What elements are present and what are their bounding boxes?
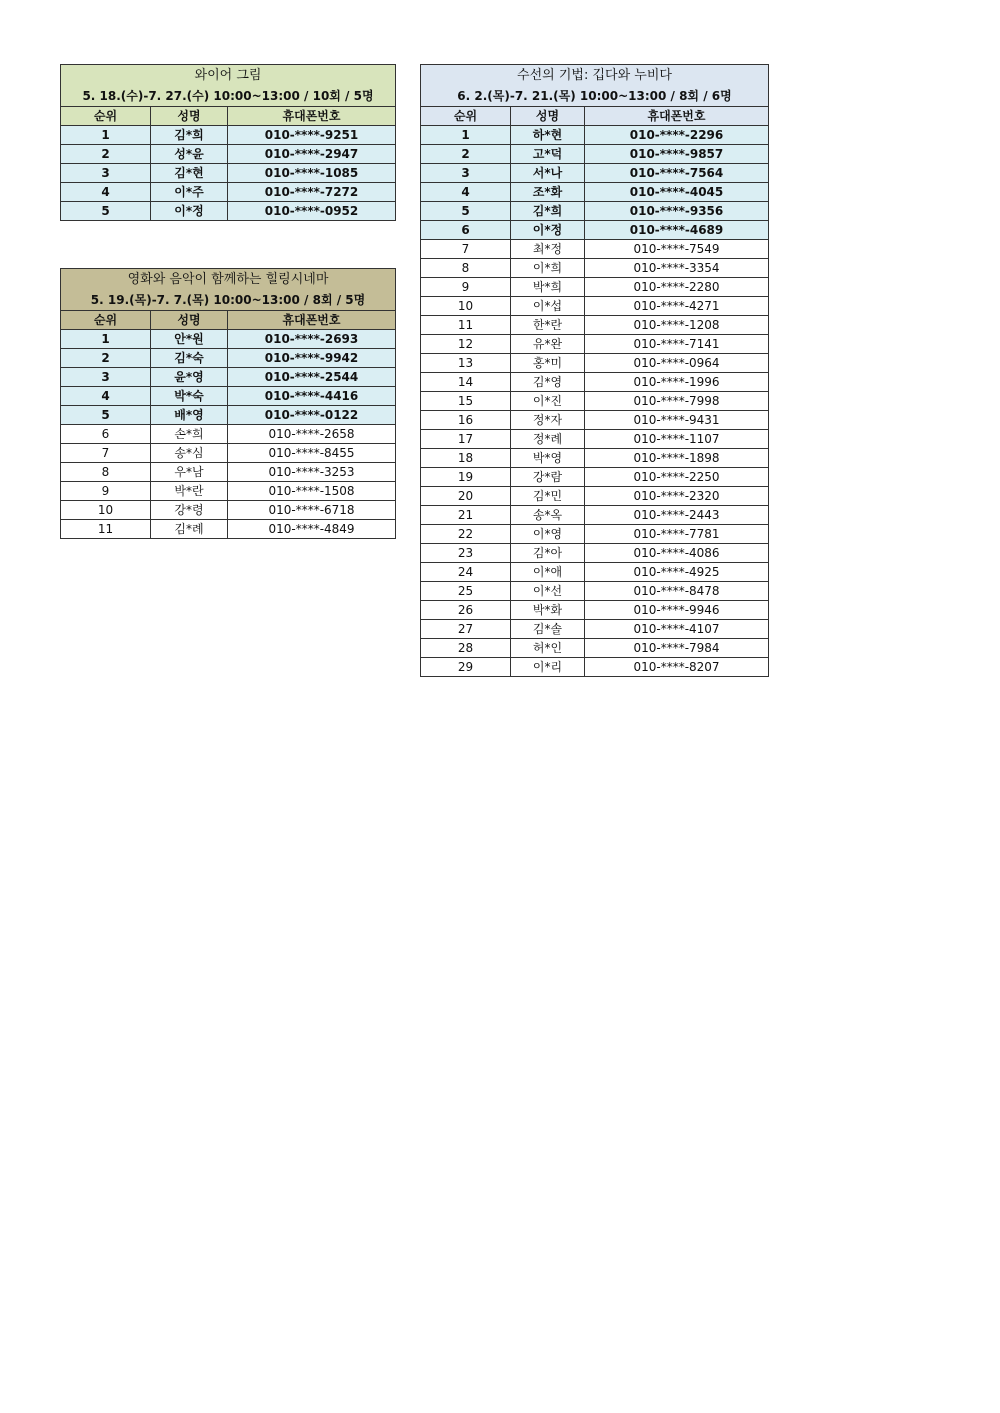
name-header: 성명 — [151, 107, 228, 126]
table-title: 와이어 그림 — [61, 65, 396, 87]
table-row — [61, 183, 396, 202]
table-row — [61, 145, 396, 164]
sewing-technique-table — [420, 64, 769, 677]
phone-cell: 010-****-8478 — [585, 582, 769, 601]
phone-cell: 010-****-3253 — [228, 463, 396, 482]
table-row — [421, 468, 769, 487]
rank-cell: 22 — [421, 525, 511, 544]
phone-cell: 010-****-2280 — [585, 278, 769, 297]
name-cell: 손*희 — [151, 425, 228, 444]
table-row — [421, 582, 769, 601]
name-cell: 이*리 — [511, 658, 585, 677]
rank-cell: 2 — [61, 349, 151, 368]
rank-cell: 26 — [421, 601, 511, 620]
name-cell: 김*희 — [151, 126, 228, 145]
name-cell: 김*희 — [511, 202, 585, 221]
phone-cell: 010-****-8455 — [228, 444, 396, 463]
name-cell: 김*례 — [151, 520, 228, 539]
table-row — [421, 525, 769, 544]
rank-cell: 10 — [61, 501, 151, 520]
table-row — [421, 430, 769, 449]
name-cell: 최*정 — [511, 240, 585, 259]
rank-cell: 5 — [421, 202, 511, 221]
phone-cell: 010-****-1508 — [228, 482, 396, 501]
phone-cell: 010-****-0964 — [585, 354, 769, 373]
rank-cell: 23 — [421, 544, 511, 563]
name-cell: 박*희 — [511, 278, 585, 297]
table-row — [421, 544, 769, 563]
phone-cell: 010-****-3354 — [585, 259, 769, 278]
phone-cell: 010-****-4925 — [585, 563, 769, 582]
phone-cell: 010-****-6718 — [228, 501, 396, 520]
name-cell: 홍*미 — [511, 354, 585, 373]
rank-cell: 15 — [421, 392, 511, 411]
name-cell: 이*섭 — [511, 297, 585, 316]
phone-cell: 010-****-7549 — [585, 240, 769, 259]
name-cell: 한*란 — [511, 316, 585, 335]
phone-cell: 010-****-4107 — [585, 620, 769, 639]
rank-cell: 8 — [421, 259, 511, 278]
name-cell: 박*숙 — [151, 387, 228, 406]
table-subtitle: 5. 18.(수)-7. 27.(수) 10:00~13:00 / 10회 / 5명 — [61, 86, 396, 107]
rank-cell: 16 — [421, 411, 511, 430]
rank-cell: 3 — [421, 164, 511, 183]
rank-cell: 2 — [61, 145, 151, 164]
name-cell: 박*영 — [511, 449, 585, 468]
phone-cell: 010-****-9942 — [228, 349, 396, 368]
table-row — [421, 126, 769, 145]
healing-cinema-table — [60, 268, 396, 539]
rank-header: 순위 — [61, 107, 151, 126]
rank-cell: 6 — [61, 425, 151, 444]
table-row — [421, 145, 769, 164]
table-row — [61, 202, 396, 221]
table-row — [61, 126, 396, 145]
rank-cell: 9 — [421, 278, 511, 297]
rank-cell: 6 — [421, 221, 511, 240]
name-cell: 고*덕 — [511, 145, 585, 164]
rank-header: 순위 — [61, 311, 151, 330]
rank-cell: 13 — [421, 354, 511, 373]
name-cell: 유*완 — [511, 335, 585, 354]
name-cell: 정*례 — [511, 430, 585, 449]
phone-cell: 010-****-9946 — [585, 601, 769, 620]
table-row — [421, 392, 769, 411]
table-row — [421, 354, 769, 373]
name-cell: 배*영 — [151, 406, 228, 425]
name-cell: 이*희 — [511, 259, 585, 278]
name-cell: 박*화 — [511, 601, 585, 620]
table-row — [421, 297, 769, 316]
table-row — [421, 601, 769, 620]
rank-cell: 3 — [61, 368, 151, 387]
phone-header: 휴대폰번호 — [228, 107, 396, 126]
name-cell: 윤*영 — [151, 368, 228, 387]
phone-cell: 010-****-4086 — [585, 544, 769, 563]
phone-cell: 010-****-4045 — [585, 183, 769, 202]
name-cell: 송*옥 — [511, 506, 585, 525]
phone-cell: 010-****-1085 — [228, 164, 396, 183]
name-header: 성명 — [511, 107, 585, 126]
name-cell: 김*솔 — [511, 620, 585, 639]
name-cell: 이*주 — [151, 183, 228, 202]
table-row — [421, 639, 769, 658]
phone-cell: 010-****-7781 — [585, 525, 769, 544]
rank-cell: 1 — [61, 126, 151, 145]
rank-cell: 27 — [421, 620, 511, 639]
name-cell: 이*영 — [511, 525, 585, 544]
name-cell: 이*정 — [511, 221, 585, 240]
rank-cell: 18 — [421, 449, 511, 468]
phone-cell: 010-****-4689 — [585, 221, 769, 240]
table-row — [421, 164, 769, 183]
phone-cell: 010-****-0122 — [228, 406, 396, 425]
rank-cell: 28 — [421, 639, 511, 658]
table-row — [421, 658, 769, 677]
rank-cell: 12 — [421, 335, 511, 354]
phone-cell: 010-****-2658 — [228, 425, 396, 444]
table-row — [421, 240, 769, 259]
name-cell: 김*영 — [511, 373, 585, 392]
table-row — [61, 330, 396, 349]
name-cell: 조*화 — [511, 183, 585, 202]
rank-cell: 21 — [421, 506, 511, 525]
phone-header: 휴대폰번호 — [585, 107, 769, 126]
rank-cell: 10 — [421, 297, 511, 316]
table-row — [61, 425, 396, 444]
table-row — [61, 501, 396, 520]
table-row — [61, 520, 396, 539]
name-cell: 이*진 — [511, 392, 585, 411]
phone-cell: 010-****-2296 — [585, 126, 769, 145]
phone-cell: 010-****-7141 — [585, 335, 769, 354]
phone-cell: 010-****-9356 — [585, 202, 769, 221]
name-cell: 서*나 — [511, 164, 585, 183]
name-cell: 송*심 — [151, 444, 228, 463]
rank-cell: 4 — [61, 183, 151, 202]
rank-cell: 17 — [421, 430, 511, 449]
name-cell: 이*정 — [151, 202, 228, 221]
table-row — [421, 221, 769, 240]
rank-cell: 11 — [61, 520, 151, 539]
name-cell: 김*민 — [511, 487, 585, 506]
rank-cell: 25 — [421, 582, 511, 601]
rank-cell: 5 — [61, 202, 151, 221]
name-cell: 강*람 — [511, 468, 585, 487]
phone-cell: 010-****-4416 — [228, 387, 396, 406]
name-cell: 이*선 — [511, 582, 585, 601]
phone-cell: 010-****-1898 — [585, 449, 769, 468]
table-row — [61, 368, 396, 387]
rank-cell: 2 — [421, 145, 511, 164]
table-row — [421, 183, 769, 202]
rank-cell: 7 — [61, 444, 151, 463]
table-row — [61, 482, 396, 501]
table-title: 수선의 기법: 깁다와 누비다 — [421, 65, 769, 87]
phone-cell: 010-****-7564 — [585, 164, 769, 183]
rank-cell: 14 — [421, 373, 511, 392]
table-row — [421, 620, 769, 639]
table-title: 영화와 음악이 함께하는 힐링시네마 — [61, 269, 396, 291]
phone-cell: 010-****-1996 — [585, 373, 769, 392]
table-row — [61, 444, 396, 463]
name-cell: 강*령 — [151, 501, 228, 520]
rank-cell: 8 — [61, 463, 151, 482]
phone-cell: 010-****-2544 — [228, 368, 396, 387]
phone-cell: 010-****-4849 — [228, 520, 396, 539]
rank-cell: 29 — [421, 658, 511, 677]
phone-cell: 010-****-2693 — [228, 330, 396, 349]
table-row — [421, 373, 769, 392]
name-cell: 김*아 — [511, 544, 585, 563]
rank-cell: 4 — [421, 183, 511, 202]
rank-cell: 3 — [61, 164, 151, 183]
name-cell: 김*현 — [151, 164, 228, 183]
rank-cell: 9 — [61, 482, 151, 501]
table-row — [421, 278, 769, 297]
phone-cell: 010-****-7998 — [585, 392, 769, 411]
name-header: 성명 — [151, 311, 228, 330]
phone-cell: 010-****-9251 — [228, 126, 396, 145]
table-row — [421, 449, 769, 468]
table-subtitle: 5. 19.(목)-7. 7.(목) 10:00~13:00 / 8회 / 5명 — [61, 290, 396, 311]
rank-cell: 11 — [421, 316, 511, 335]
wire-drawing-table — [60, 64, 396, 221]
phone-cell: 010-****-2320 — [585, 487, 769, 506]
phone-cell: 010-****-7272 — [228, 183, 396, 202]
name-cell: 정*자 — [511, 411, 585, 430]
table-subtitle: 6. 2.(목)-7. 21.(목) 10:00~13:00 / 8회 / 6명 — [421, 86, 769, 107]
table-row — [421, 563, 769, 582]
table-row — [61, 406, 396, 425]
rank-cell: 1 — [61, 330, 151, 349]
name-cell: 안*원 — [151, 330, 228, 349]
rank-cell: 7 — [421, 240, 511, 259]
table-row — [421, 487, 769, 506]
rank-cell: 24 — [421, 563, 511, 582]
phone-header: 휴대폰번호 — [228, 311, 396, 330]
table-row — [421, 316, 769, 335]
rank-cell: 1 — [421, 126, 511, 145]
table-row — [61, 387, 396, 406]
name-cell: 김*숙 — [151, 349, 228, 368]
table-row — [421, 411, 769, 430]
table-row — [421, 259, 769, 278]
name-cell: 이*애 — [511, 563, 585, 582]
phone-cell: 010-****-8207 — [585, 658, 769, 677]
table-row — [421, 335, 769, 354]
phone-cell: 010-****-9431 — [585, 411, 769, 430]
phone-cell: 010-****-9857 — [585, 145, 769, 164]
phone-cell: 010-****-0952 — [228, 202, 396, 221]
phone-cell: 010-****-7984 — [585, 639, 769, 658]
name-cell: 하*현 — [511, 126, 585, 145]
phone-cell: 010-****-4271 — [585, 297, 769, 316]
name-cell: 우*남 — [151, 463, 228, 482]
table-row — [421, 202, 769, 221]
rank-cell: 4 — [61, 387, 151, 406]
phone-cell: 010-****-1107 — [585, 430, 769, 449]
table-row — [61, 164, 396, 183]
table-row — [421, 506, 769, 525]
name-cell: 성*윤 — [151, 145, 228, 164]
rank-cell: 19 — [421, 468, 511, 487]
name-cell: 허*인 — [511, 639, 585, 658]
phone-cell: 010-****-2250 — [585, 468, 769, 487]
rank-header: 순위 — [421, 107, 511, 126]
name-cell: 박*란 — [151, 482, 228, 501]
phone-cell: 010-****-2947 — [228, 145, 396, 164]
table-row — [61, 349, 396, 368]
phone-cell: 010-****-1208 — [585, 316, 769, 335]
rank-cell: 5 — [61, 406, 151, 425]
phone-cell: 010-****-2443 — [585, 506, 769, 525]
table-row — [61, 463, 396, 482]
rank-cell: 20 — [421, 487, 511, 506]
